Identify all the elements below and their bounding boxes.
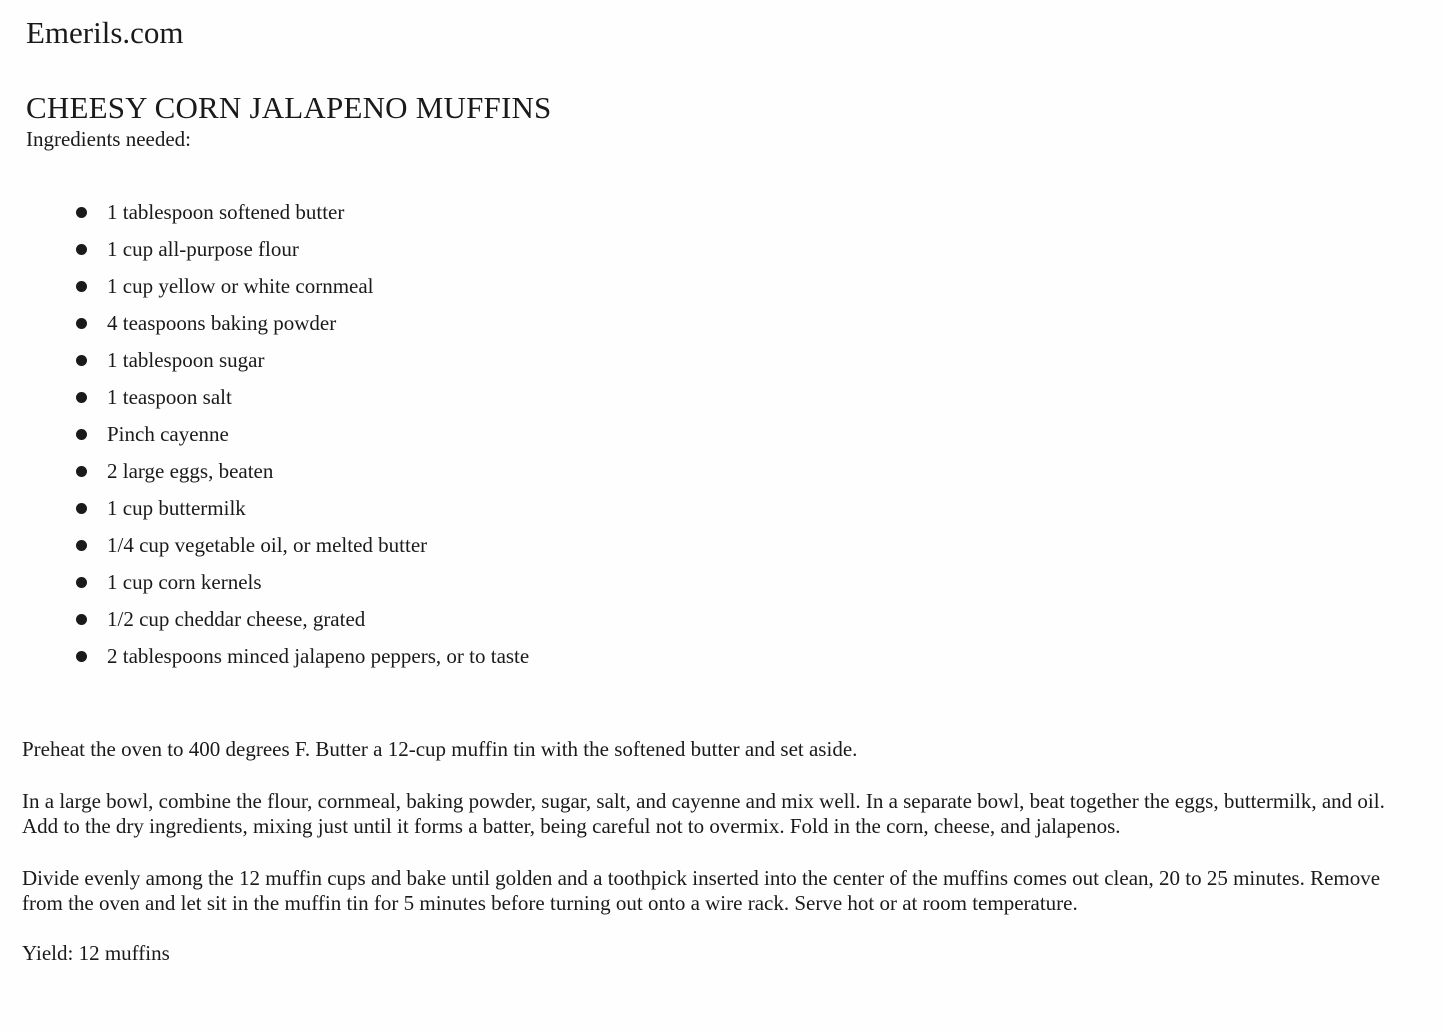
ingredient-text: 1 cup corn kernels	[107, 570, 262, 594]
ingredient-item	[0, 307, 529, 344]
ingredient-text: Pinch cayenne	[107, 422, 229, 446]
ingredient-item	[0, 603, 529, 640]
bullet-icon	[76, 244, 87, 255]
bullet-icon	[76, 503, 87, 514]
site-name: Emerils.com	[26, 15, 184, 50]
ingredient-item	[0, 344, 529, 381]
ingredient-item	[0, 270, 529, 307]
ingredient-text: 1/2 cup cheddar cheese, grated	[107, 607, 366, 631]
ingredient-text: 1 tablespoon softened butter	[107, 200, 345, 224]
bullet-icon	[76, 207, 87, 218]
ingredient-item	[0, 640, 529, 677]
recipe-yield: Yield: 12 muffins	[22, 941, 170, 965]
ingredient-item	[0, 529, 529, 566]
bullet-icon	[76, 540, 87, 551]
ingredient-item	[0, 233, 529, 270]
ingredient-item	[0, 196, 529, 233]
direction-step-bake: Divide evenly among the 12 muffin cups and bake until golden and a toothpick inserted into the center of the muffins comes out clean, 20 to 25 minutes. Remove from the oven and let sit in the muffin tin for 5 minutes before turning out onto a wire rack. Serve hot or at room temperature.	[22, 866, 1381, 915]
bullet-icon	[76, 318, 87, 329]
ingredient-text: 1 cup buttermilk	[107, 496, 246, 520]
recipe-title: CHEESY CORN JALAPENO MUFFINS	[26, 90, 552, 125]
ingredients-heading: Ingredients needed:	[26, 127, 192, 151]
ingredient-text: 1 teaspoon salt	[107, 385, 232, 409]
direction-step-mix: In a large bowl, combine the flour, cornmeal, baking powder, sugar, salt, and cayenne and mix well. In a separate bowl, beat together the eggs, buttermilk, and oil. Add to the dry ingredients, mixing just until it forms a batter, being careful not to overmix. Fold in the corn, cheese, and jalapenos.	[22, 789, 1385, 838]
ingredient-item	[0, 455, 529, 492]
ingredient-text: 1 cup all-purpose flour	[107, 237, 299, 261]
ingredient-text: 4 teaspoons baking powder	[107, 311, 337, 335]
bullet-icon	[76, 429, 87, 440]
ingredient-item	[0, 381, 529, 418]
ingredient-item	[0, 566, 529, 603]
bullet-icon	[76, 355, 87, 366]
ingredient-item	[0, 492, 529, 529]
ingredient-text: 1/4 cup vegetable oil, or melted butter	[107, 533, 428, 557]
ingredient-text: 2 tablespoons minced jalapeno peppers, or to taste	[107, 644, 530, 668]
ingredient-text: 1 cup yellow or white cornmeal	[107, 274, 374, 298]
ingredient-item	[0, 418, 529, 455]
ingredient-text: 2 large eggs, beaten	[107, 459, 274, 483]
bullet-icon	[76, 614, 87, 625]
bullet-icon	[76, 651, 87, 662]
ingredient-text: 1 tablespoon sugar	[107, 348, 265, 372]
bullet-icon	[76, 392, 87, 403]
bullet-icon	[76, 466, 87, 477]
bullet-icon	[76, 577, 87, 588]
bullet-icon	[76, 281, 87, 292]
direction-step-preheat: Preheat the oven to 400 degrees F. Butter a 12-cup muffin tin with the softened butter and set aside.	[22, 737, 858, 761]
ingredients-list	[0, 196, 529, 677]
